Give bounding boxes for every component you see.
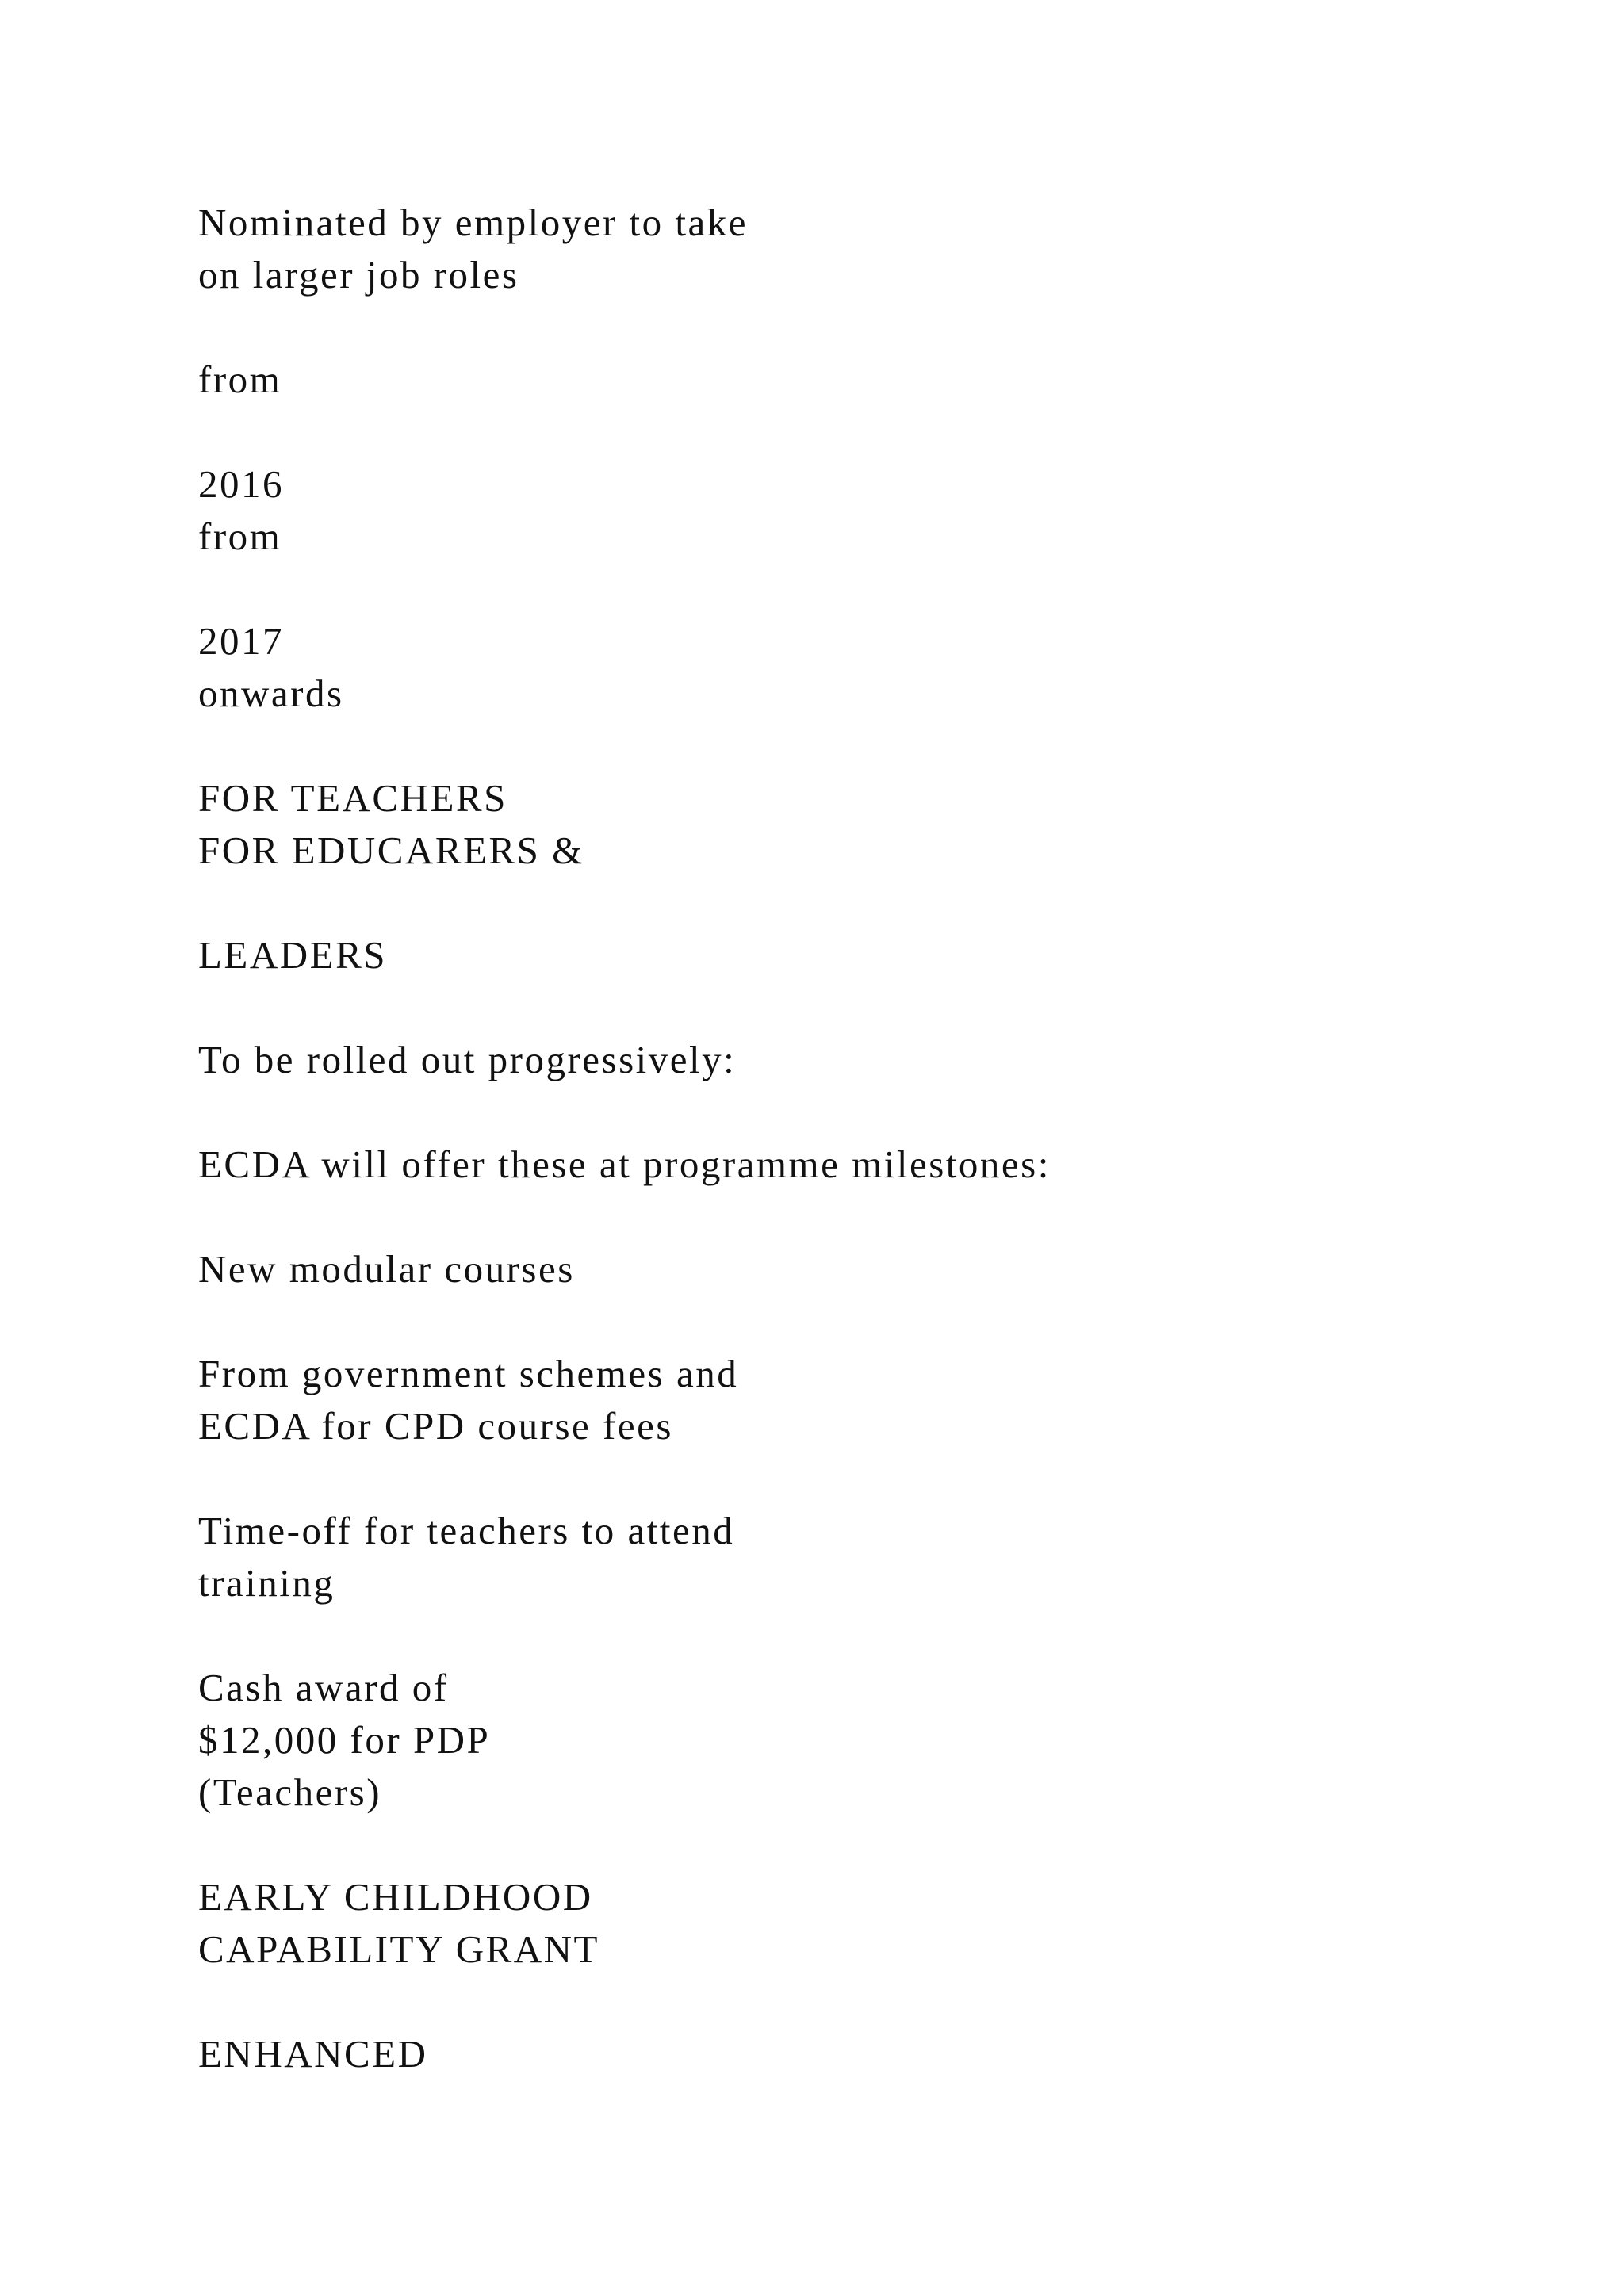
text-line: training	[198, 1561, 335, 1605]
text-line: LEADERS	[198, 933, 387, 977]
text-line: from	[198, 515, 282, 558]
text-line: To be rolled out progressively:	[198, 1038, 737, 1081]
text-line: ECDA will offer these at programme milestones:	[198, 1142, 1051, 1186]
text-line: Time-off for teachers to attend	[198, 1509, 735, 1552]
text-line: Nominated by employer to take	[198, 201, 748, 244]
text-line: 2017	[198, 619, 284, 663]
text-line: (Teachers)	[198, 1770, 382, 1814]
text-line: from	[198, 358, 282, 401]
text-line: $12,000 for PDP	[198, 1718, 491, 1762]
text-line: New modular courses	[198, 1247, 575, 1291]
text-line: FOR EDUCARERS &	[198, 828, 584, 872]
text-line: on larger job roles	[198, 253, 519, 297]
text-line: ECDA for CPD course fees	[198, 1404, 673, 1448]
text-line: FOR TEACHERS	[198, 776, 508, 820]
text-line: EARLY CHILDHOOD	[198, 1875, 593, 1919]
text-line: CAPABILITY GRANT	[198, 1927, 599, 1971]
text-line: Cash award of	[198, 1666, 449, 1709]
text-line: ENHANCED	[198, 2032, 428, 2076]
text-line: From government schemes and	[198, 1352, 739, 1395]
text-line: 2016	[198, 462, 284, 506]
text-line: onwards	[198, 672, 344, 715]
